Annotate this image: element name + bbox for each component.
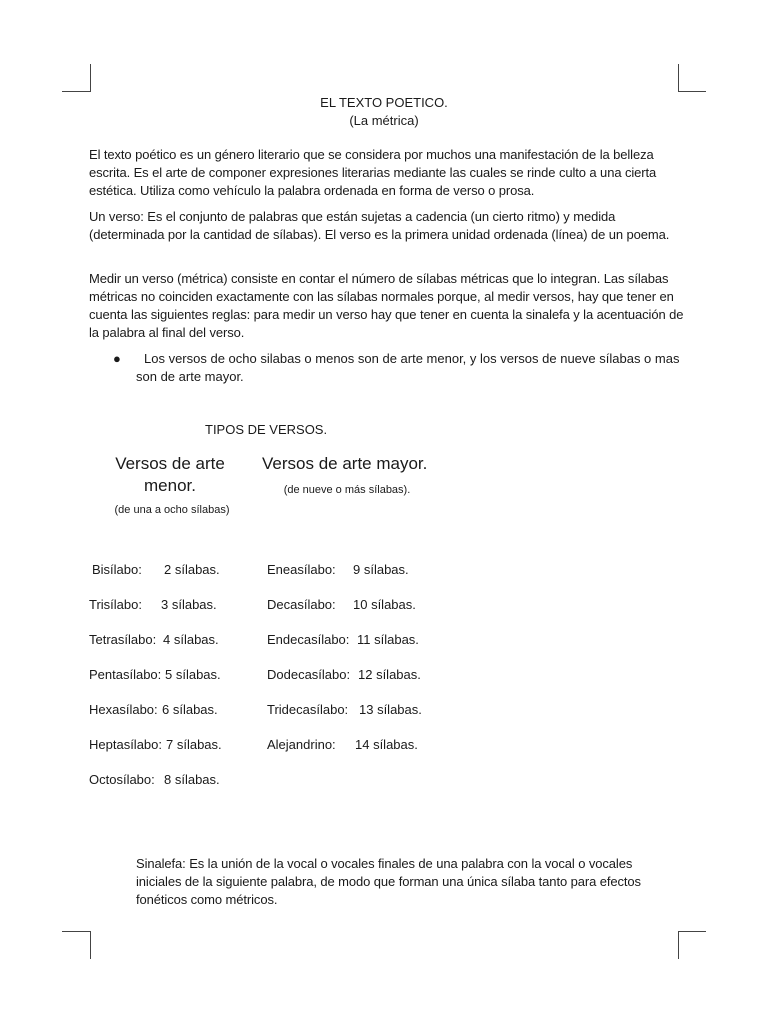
crop-mark-top-left-h <box>62 91 91 92</box>
arte-menor-subheading: (de una a ocho sílabas) <box>114 504 230 516</box>
verse-count: 14 sílabas. <box>355 737 418 752</box>
verse-name: Alejandrino: <box>267 737 336 752</box>
paragraph-medir: Medir un verso (métrica) consiste en contar el número de sílabas métricas que lo integran. Las sílabas métricas no coinciden exactamente con las sílabas normales porque, al medir versos, hay que tener en cuenta las siguientes reglas: para medir un verso hay que tener en cuenta la sinalefa y la acentuación de la palabra al final del verso. <box>89 271 684 340</box>
bullet-marker: ● <box>113 351 121 366</box>
paragraph-sinalefa: Sinalefa: Es la unión de la vocal o vocales finales de una palabra con la vocal o vocales iniciales de la siguiente palabra, de modo que forman una única sílaba tanto para efectos fonéticos como métricos. <box>136 856 641 907</box>
verse-count: 12 sílabas. <box>358 667 421 682</box>
verse-name: Hexasílabo: <box>89 702 158 717</box>
verse-count: 4 sílabas. <box>163 632 219 647</box>
paragraph-intro: El texto poético es un género literario que se considera por muchos una manifestación de la belleza escrita. Es el arte de componer expresiones literarias mediante las cuales se rinde culto a una cierta estética. Utiliza como vehículo la palabra ordenada en forma de verso o prosa. <box>89 147 657 198</box>
bullet-text: Los versos de ocho silabas o menos son de arte menor, y los versos de nueve sílabas o mas son de arte mayor. <box>136 351 680 384</box>
verse-name: Tetrasílabo: <box>89 632 157 647</box>
arte-mayor-heading: Versos de arte mayor. <box>262 454 428 473</box>
crop-mark-bottom-right-v <box>678 931 679 959</box>
crop-mark-top-left-v <box>90 64 91 92</box>
verse-name: Dodecasílabo: <box>267 667 351 682</box>
list-item <box>0 596 460 614</box>
verse-name: Endecasílabo: <box>267 632 350 647</box>
paragraph-verso: Un verso: Es el conjunto de palabras que están sujetas a cadencia (un cierto ritmo) y medida (determinada por la cantidad de sílabas). El verso es la primera unidad ordenada (línea) de un poema. <box>89 209 670 242</box>
verse-count: 6 sílabas. <box>162 702 218 717</box>
verse-name: Eneasílabo: <box>267 562 336 577</box>
crop-mark-bottom-left-v <box>90 931 91 959</box>
tipos-heading: TIPOS DE VERSOS. <box>205 422 328 437</box>
verse-name: Tridecasílabo: <box>267 702 349 717</box>
verse-name: Heptasílabo: <box>89 737 162 752</box>
list-item <box>0 561 460 579</box>
list-item <box>0 631 460 649</box>
document-title <box>0 94 768 130</box>
crop-mark-bottom-right-h <box>678 931 706 932</box>
crop-mark-bottom-left-h <box>62 931 91 932</box>
list-item <box>0 701 460 719</box>
verse-count: 11 sílabas. <box>357 632 419 647</box>
verse-count: 3 sílabas. <box>161 597 217 612</box>
list-item <box>0 736 460 754</box>
verse-count: 5 sílabas. <box>165 667 221 682</box>
crop-mark-top-right-v <box>678 64 679 92</box>
verse-name: Trisílabo: <box>89 597 142 612</box>
verse-count: 13 sílabas. <box>359 702 422 717</box>
verse-count: 7 sílabas. <box>166 737 222 752</box>
arte-mayor-subheading: (de nueve o más sílabas). <box>283 484 411 496</box>
verse-name: Octosílabo: <box>89 772 155 787</box>
verse-count: 2 sílabas. <box>164 562 220 577</box>
arte-menor-heading: Versos de arte menor. <box>115 454 225 495</box>
verse-name: Bisílabo: <box>92 562 142 577</box>
verse-name: Decasílabo: <box>267 597 336 612</box>
verse-count: 8 sílabas. <box>164 772 220 787</box>
title-line-1: EL TEXTO POETICO. <box>320 95 448 110</box>
list-item <box>0 771 260 789</box>
crop-mark-top-right-h <box>678 91 706 92</box>
title-line-2: (La métrica) <box>349 113 419 128</box>
verse-count: 10 sílabas. <box>353 597 416 612</box>
verse-name: Pentasílabo: <box>89 667 162 682</box>
list-item <box>0 666 460 684</box>
verse-count: 9 sílabas. <box>353 562 409 577</box>
